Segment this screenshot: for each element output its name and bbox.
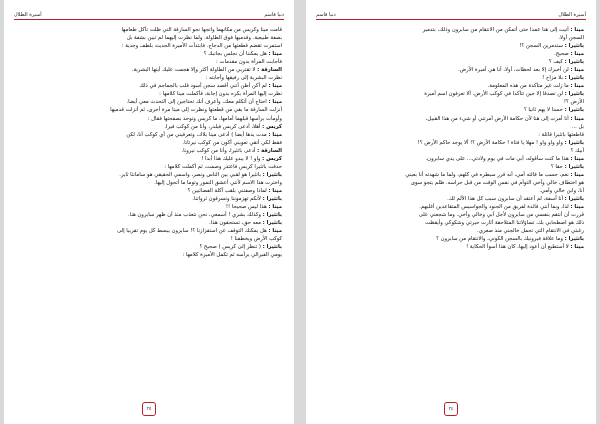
speaker-label: باتثيرا : xyxy=(564,43,584,50)
text-line xyxy=(318,203,584,211)
line-text: ذلك هو اصطحابي بك، تساؤلاتنا المتلاحقة أثارت حيرتي وشكوكي وأيقظت xyxy=(425,220,584,227)
speaker-label: كريس : xyxy=(262,155,282,162)
right-header-left-text: دنيا قاسم xyxy=(316,12,336,18)
text-line xyxy=(318,227,584,235)
line-text: كيف ؟ xyxy=(548,59,565,66)
left-header-right-text: دنيا قاسم xyxy=(264,12,284,18)
text-line xyxy=(16,139,282,147)
text-line xyxy=(16,195,282,203)
line-text: مدت يدها أيضا ) أدعى مينا بلاك، وتعرفيني من أي كوكب أنا، لكن xyxy=(126,131,269,138)
line-text: فأجابت المرأة بدون مقدمات : xyxy=(216,59,282,66)
text-line xyxy=(318,34,584,42)
text-line xyxy=(318,139,584,147)
line-text: احتاج أن أتكلم معك، وأعرف أنك تحتاجين إلى التحدث معي أيضا. xyxy=(126,99,269,106)
speaker-label: مينا : xyxy=(268,83,282,90)
text-line xyxy=(318,195,584,203)
speaker-label: باتثيرا : xyxy=(564,91,584,98)
line-text: واو ! لا يبدو عليك هذا أبدا ! xyxy=(201,155,263,162)
text-line xyxy=(16,115,282,123)
speaker-label: السارقة : xyxy=(257,147,282,154)
text-line xyxy=(16,123,282,131)
left-page xyxy=(4,0,294,424)
line-text: ( تنظر إلى كريس ) صحيح ؟ xyxy=(199,244,263,251)
text-line xyxy=(16,74,282,82)
right-page xyxy=(306,0,596,424)
text-line xyxy=(16,50,282,58)
left-page-header xyxy=(14,6,284,20)
text-line xyxy=(16,235,282,243)
speaker-label: باتثيرا : xyxy=(262,212,282,219)
text-line xyxy=(16,243,282,251)
speaker-label: مينا : xyxy=(268,228,282,235)
speaker-label: مينا : xyxy=(268,187,282,194)
speaker-label: مينا : xyxy=(570,244,584,251)
text-line xyxy=(16,219,282,227)
text-line xyxy=(16,211,282,219)
line-text: هو اختطاف خالي وأخي التوأم في نفس الوقت من قبل حراسه. ظلم يتجو سوى xyxy=(410,179,584,186)
line-text: لن تصدقا إلا حين تتأكدا في كوكب الأرض. ألا تعرفون اسم أميرة xyxy=(424,91,565,98)
speaker-label: كريس : xyxy=(262,123,282,130)
line-text: لم أكن أظن أنني أقصد سجن أسود قلب بالجماجم في ذلك xyxy=(139,83,269,90)
line-text: الأرض ؟! xyxy=(563,99,584,106)
line-text: أتيت إلى هنا عمدا حتى أتمكن من الانتقام من سابرون وذلك، بتدمير xyxy=(422,27,571,33)
text-line xyxy=(16,179,282,187)
line-text: واخترت هذا الاسم لأنني أعشق النمور وتوما ما أتحول إليها. xyxy=(154,179,282,186)
left-page-body xyxy=(16,26,282,390)
line-text: أدعى باتثيرا، وأنا من كوكب نيرونا. xyxy=(181,147,258,154)
text-line xyxy=(318,171,584,179)
line-text: أبيك ؟ xyxy=(570,147,584,154)
line-text: لأنكم تهزموننا وتسرقون ثرواتنا. xyxy=(192,195,263,202)
line-text: أنا آسفة، لم أعتقد أن سابرون سبب كل هذا الألم لك. xyxy=(447,195,565,202)
speaker-label: مينا : xyxy=(268,51,282,58)
left-page-number: ٣٥ xyxy=(142,402,156,416)
line-text: وأومأت برأسها قبلهما أمامها، ما كريس وتوحد بصفحتها فقال : xyxy=(147,115,282,122)
text-line xyxy=(318,163,584,171)
text-line xyxy=(318,82,584,90)
text-line xyxy=(318,26,584,34)
text-line xyxy=(16,251,282,259)
text-line xyxy=(318,106,584,114)
text-line xyxy=(16,82,282,90)
line-text: هل يمكنك التوقف عن استفزازنا ؟! سابرون يبسط كل يوم تقريبا إلى xyxy=(117,228,269,235)
text-line xyxy=(318,42,584,50)
speaker-label: مينا : xyxy=(570,51,584,58)
line-text: أنا، وابن خالي وأمي. xyxy=(539,187,584,194)
line-text: ما زلت غير متأكدة من هذه المعلومة. xyxy=(487,83,571,90)
text-line xyxy=(16,187,282,195)
text-line xyxy=(16,26,282,34)
speaker-label: مينا : xyxy=(570,115,584,122)
text-line xyxy=(318,50,584,58)
line-text: قررت أن أنتقم بنفسي من سابرون لأجل أبي وخالي وأخي. وما شجعني على xyxy=(418,212,584,219)
speaker-label: السارقة : xyxy=(257,67,282,74)
speaker-label: مينا : xyxy=(570,27,584,33)
line-text: لا أستطيع أن أعود إليها، كان هذا أسوأ الحكاية ! xyxy=(466,244,571,251)
line-text: نعم، حسب ما قالته أمي، أنه قرر سيطره في كلهم، ولما ما شهدته أنا بعيني xyxy=(405,171,571,178)
text-line xyxy=(16,171,282,179)
line-text: نظرت البشرية إلى رفيقها وأجابته : xyxy=(205,75,282,82)
speaker-label: باتثيرا : xyxy=(564,163,584,170)
line-text: هل يمكننا أن نجلس بجانبك ؟ xyxy=(203,51,269,58)
line-text: وكذلك بشري ! أسمعي، نحن نتعذب منذ أن ظهر سابرون هنا. xyxy=(128,212,263,219)
speaker-label: مينا : xyxy=(570,171,584,178)
text-line xyxy=(16,155,282,163)
speaker-label: مينا : xyxy=(570,83,584,90)
right-header-right-text: أسيرة الظلال xyxy=(558,12,586,18)
right-page-header xyxy=(316,6,586,20)
speaker-label: باتثيرا : xyxy=(564,107,584,114)
left-header-left-text: أسيرة الظلال xyxy=(14,12,42,18)
line-text: حقا ؟ xyxy=(550,163,565,170)
text-line xyxy=(318,98,584,106)
line-text: أنزلت السارقة ما بقي من قطعتها ونظرت إلى مينا مرة أخرى، ثم أنزلت قدميها xyxy=(110,107,282,114)
speaker-label: باتثيرا : xyxy=(564,139,584,146)
line-text: السجن أولا. xyxy=(558,35,584,42)
speaker-label: باتثيرا : xyxy=(564,236,584,243)
line-text: فقط لكي أتقي تعويني أكون من كوكب نيرتانا. xyxy=(182,139,282,146)
speaker-label: باتثيرا : xyxy=(564,195,584,202)
text-line xyxy=(318,211,584,219)
line-text: أنا أمرت إلى هنا لأن حكامة الأرض أمرتني أو شيء من هذا القبيل، xyxy=(425,115,571,122)
line-text: هذا ما كنت سأقوله، أبي مات في يوم ولادتي... على يدي سابرون. xyxy=(425,155,571,162)
line-text: باتثيرا هو لقبي بين الناس ونصر، واسمي الحقيقي هو سامانثا ثاير. xyxy=(119,171,263,178)
speaker-label: باتثيرا : xyxy=(262,195,282,202)
line-text: يومي الفيرالي برأسه ثم تكمل الأميرة كلامها : xyxy=(182,252,282,259)
text-line xyxy=(318,147,584,155)
text-line xyxy=(318,235,584,243)
line-text: لذا، وبما أنني قائدة لفريق من الجنود والجواسيس المتقاعدين أغلبهم. xyxy=(419,204,571,211)
line-text: واو واو واو ! مهلا يا فتاة ! حكامة الأرض ؟! ألا يوجد حاكم الأرض ؟! xyxy=(417,139,565,146)
text-line xyxy=(318,58,584,66)
line-text: ستدمرين السجن ؟! xyxy=(519,43,565,50)
text-line xyxy=(318,66,584,74)
line-text: لا تقتربي من الطاولة أكثر وإلا هجمت عليك أيتها البشرية. xyxy=(131,67,258,74)
text-line xyxy=(16,58,282,66)
text-line xyxy=(16,90,282,98)
line-text: نظرت إليها المرأة بكره بدون إجابة، فأكملت مينا كلامها : xyxy=(159,91,282,98)
line-text: استمرت تقضم قطعتها من الدجاج. فابتدأت الأميرة الحديث بلطف وجدية : xyxy=(121,43,282,50)
speaker-label: مينا : xyxy=(268,99,282,106)
line-text: حسنا لا يهم ثانيا ؟ xyxy=(523,107,565,114)
speaker-label: مينا : xyxy=(570,67,584,74)
speaker-label: مينا : xyxy=(268,204,282,211)
line-text: بل ... xyxy=(571,123,584,130)
right-page-number: ٣٤ xyxy=(444,402,458,416)
text-line xyxy=(16,147,282,155)
text-line xyxy=(318,219,584,227)
text-line xyxy=(318,179,584,187)
line-text: صحيح. xyxy=(554,51,571,58)
line-text: رغبتي في الانتقام التي تحمل خالجني منذ صغري. xyxy=(477,228,584,235)
text-line xyxy=(318,187,584,195)
line-text: قامت مينا وكريس من مكانهما واتجها نحو السارقة التي ظلت تأكل طعامها xyxy=(121,27,282,33)
text-line xyxy=(318,123,584,131)
text-line xyxy=(16,34,282,42)
line-text: لماذا وصفتني بلقب آكلة الفضائيين ؟ xyxy=(187,187,269,194)
line-text: بلا مزاح ! xyxy=(542,75,565,82)
text-line xyxy=(318,90,584,98)
text-line xyxy=(318,155,584,163)
text-line xyxy=(16,42,282,50)
text-line xyxy=(318,74,584,82)
right-page-body xyxy=(318,26,584,390)
text-line xyxy=(16,163,282,171)
speaker-label: باتثيرا : xyxy=(262,244,282,251)
speaker-label: باتثيرا : xyxy=(262,171,282,178)
text-line xyxy=(16,203,282,211)
text-line xyxy=(318,115,584,123)
text-line xyxy=(16,227,282,235)
speaker-label: باتثيرا : xyxy=(262,220,282,227)
line-text: حدقت باتثيرا كريس فاعتذر وصمت، ثم أكملت كلامها : xyxy=(164,163,282,170)
text-line xyxy=(16,131,282,139)
line-text: وما علاقة فيرونيك بالسجن الكوني، والانتقام من سابرون ؟ xyxy=(436,236,565,243)
line-text: بصفة طبيعية. وقدميها فوق الطاولة. ولما نظرت إليهما لم تبين بشفة بل xyxy=(126,35,282,42)
line-text: كوكب الأرض ويخطفنا ! xyxy=(230,236,282,243)
line-text: لن أخبرك إلا بعد لحظات، أولا، أنا هي أميرة الأرض. xyxy=(458,67,571,74)
text-line xyxy=(16,98,282,106)
speaker-label: مينا : xyxy=(268,131,282,138)
speaker-label: مينا : xyxy=(570,155,584,162)
text-line xyxy=(318,131,584,139)
speaker-label: مينا : xyxy=(570,204,584,211)
text-line xyxy=(16,106,282,114)
speaker-label: باتثيرا : xyxy=(564,75,584,82)
text-line xyxy=(16,66,282,74)
line-text: أهلا، أدعى كريس فيلدر، وأنا من كوكب فيرا. xyxy=(164,123,263,130)
line-text: قاطعتها باتثيرا قائلة : xyxy=(538,131,584,138)
line-text: معه حق، تستحقون هذا. xyxy=(209,220,263,227)
speaker-label: باتثيرا : xyxy=(564,59,584,66)
line-text: هذا ليس صحيحا !! xyxy=(225,204,269,211)
text-line xyxy=(318,243,584,251)
